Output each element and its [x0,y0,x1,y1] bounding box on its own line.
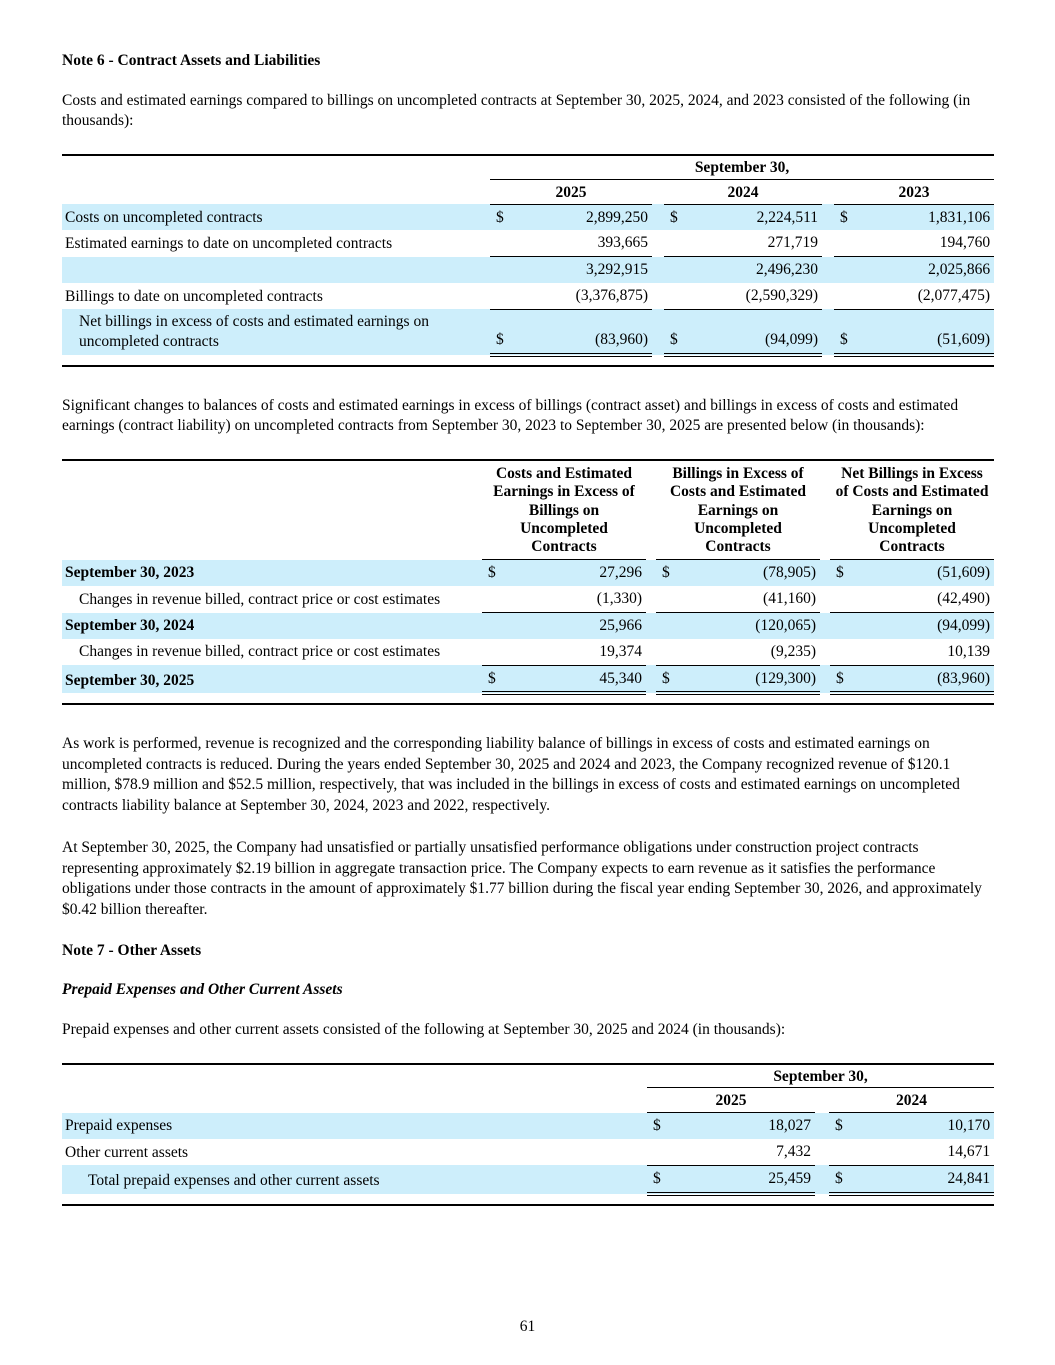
table-bottom-rule [62,1204,994,1206]
cell-value: 25,966 [599,617,642,634]
prepaid-table-section [62,1063,994,1206]
cell-value: 7,432 [675,1139,815,1165]
cell-value: 24,841 [857,1165,994,1193]
table-row [62,283,994,309]
row-label: Changes in revenue billed, contract price or cost estimates [79,590,441,608]
row-label: Estimated earnings to date on uncompleted contracts [65,234,393,252]
currency-symbol: $ [656,665,684,693]
para-costs-intro: Costs and estimated earnings compared to billings on uncompleted contracts at September 30, 2025, 2024, and 2023 consisted of the following (in thousands): [62,92,971,130]
table-bottom-rule [62,703,994,705]
table-row [62,257,994,283]
currency-symbol: $ [830,665,858,693]
table-row [62,560,994,586]
cell-value: (41,160) [684,586,820,612]
year-header: 2023 [834,179,994,204]
currency-symbol: $ [834,309,864,355]
row-label: September 30, 2024 [65,617,195,634]
cell-value: (120,065) [755,617,816,634]
cell-value: 14,671 [857,1139,994,1165]
currency-symbol: $ [835,1117,843,1135]
cell-value: 271,719 [694,230,822,256]
cell-value: 3,292,915 [586,261,648,279]
table-row [62,1165,994,1193]
row-label: Other current assets [65,1143,189,1161]
para-revenue-recognized: As work is performed, revenue is recognized and the corresponding liability balance of billings in excess of costs and estimated earnings on uncompleted contracts is reduced. During the years ended September 30, 2025 and 2024 and 2023, the Company recognized revenue of $120.1 million, $78.9 million and $52.5 million, respectively, that was included in the billings in excess of costs and estimated earnings on uncompleted contracts liability balance at September 30, 2024, 2023 and 2022, respectively. [62,735,960,814]
cell-value: 2,899,250 [586,208,648,226]
cell-value: (51,609) [864,309,994,355]
costs-billings-table [62,154,994,357]
year-header-row [62,1088,994,1113]
column-header-row [62,460,994,560]
cell-value: 2,025,866 [928,261,991,279]
table-row [62,230,994,256]
currency-symbol: $ [664,309,694,355]
currency-symbol: $ [836,564,844,582]
cell-value: (94,099) [937,617,991,634]
cell-value: 10,170 [947,1117,991,1135]
cell-value: 2,224,511 [756,208,818,226]
table-row [62,639,994,665]
para-prepaid-intro: Prepaid expenses and other current assets consisted of the following at September 30, 2025 and 2024 (in thousands): [62,1021,786,1039]
cell-value: 25,459 [675,1165,815,1193]
costs-billings-table-section [62,154,994,367]
cell-value: (3,376,875) [520,283,652,309]
table-row [62,586,994,612]
cell-value: 10,139 [858,639,994,665]
year-header: 2025 [490,179,652,204]
column-header: Billings in Excess of Costs and Estimated Earnings on Uncompleted Contracts [656,460,820,560]
currency-symbol: $ [840,208,848,226]
currency-symbol: $ [829,1165,857,1193]
currency-symbol: $ [482,665,510,693]
currency-symbol: $ [488,564,496,582]
cell-value: (129,300) [684,665,820,693]
cell-value: 393,665 [520,230,652,256]
cell-value: (83,960) [520,309,652,355]
cell-value: (51,609) [937,564,991,582]
year-header: 2025 [647,1088,815,1113]
cell-value: 194,760 [864,230,994,256]
cell-value: (42,490) [858,586,994,612]
cell-value: (78,905) [763,564,816,582]
span-header: September 30, [490,155,994,179]
cell-value: 27,296 [599,564,642,582]
span-header-row [62,1064,994,1088]
currency-symbol: $ [653,1117,661,1135]
para-significant-changes: Significant changes to balances of costs and estimated earnings in excess of billings (contract asset) and billings in excess of costs and estimated earnings (contract liability) on uncompleted contracts from September 30, 2023 to September 30, 2025 are presented below (in thousands): [62,397,959,435]
cell-value: (1,330) [510,586,646,612]
currency-symbol: $ [662,564,670,582]
row-label: September 30, 2023 [65,564,195,582]
cell-value: 45,340 [510,665,646,693]
table-row [62,1139,994,1165]
column-header: Net Billings in Excess of Costs and Estimated Earnings on Uncompleted Contracts [830,460,994,560]
note6-heading: Note 6 - Contract Assets and Liabilities [62,52,321,69]
table-row [62,613,994,639]
span-header-row [62,155,994,179]
cell-value: (83,960) [858,665,994,693]
currency-symbol: $ [496,208,504,226]
contract-changes-table [62,459,994,696]
row-label: Billings to date on uncompleted contracts [65,287,323,305]
row-label: Costs on uncompleted contracts [65,208,263,226]
prepaid-subheading: Prepaid Expenses and Other Current Assets [62,981,343,999]
row-label: Total prepaid expenses and other current assets [88,1171,380,1189]
row-label [62,257,490,283]
year-header: 2024 [664,179,822,204]
year-header-row [62,179,994,204]
table-bottom-rule [62,365,994,367]
cell-value: (2,077,475) [864,283,994,309]
row-label: September 30, 2025 [65,671,195,689]
table-row [62,1113,994,1139]
cell-value: 19,374 [510,639,646,665]
cell-value: (94,099) [694,309,822,355]
row-label: Prepaid expenses [65,1117,173,1135]
row-label: Changes in revenue billed, contract price or cost estimates [79,643,441,661]
currency-symbol: $ [647,1165,675,1193]
contract-changes-table-section [62,459,994,706]
row-label: Net billings in excess of costs and estimated earnings on uncompleted contracts [79,313,429,351]
year-header: 2024 [829,1088,994,1113]
table-row [62,665,994,693]
cell-value: 2,496,230 [756,261,818,279]
cell-value: (2,590,329) [694,283,822,309]
cell-value: 18,027 [768,1117,811,1135]
column-header: Costs and Estimated Earnings in Excess of Billings on Uncompleted Contracts [482,460,646,560]
table-row [62,309,994,355]
page-number: 61 [519,1318,536,1335]
prepaid-table [62,1063,994,1196]
currency-symbol: $ [490,309,520,355]
cell-value: 1,831,106 [928,208,991,226]
span-header: September 30, [647,1064,994,1088]
currency-symbol: $ [670,208,678,226]
cell-value: (9,235) [684,639,820,665]
para-performance-obligations: At September 30, 2025, the Company had unsatisfied or partially unsatisfied performance obligations under construction project contracts representing approximately $2.19 billion in aggregate transaction price. The Company expects to earn revenue as it satisfies the performance obligations under those contracts in the amount of approximately $1.77 billion during the fiscal year ending September 30, 2026, and approximately $0.42 billion thereafter. [62,839,982,918]
note7-heading: Note 7 - Other Assets [62,942,202,960]
table-row [62,204,994,230]
